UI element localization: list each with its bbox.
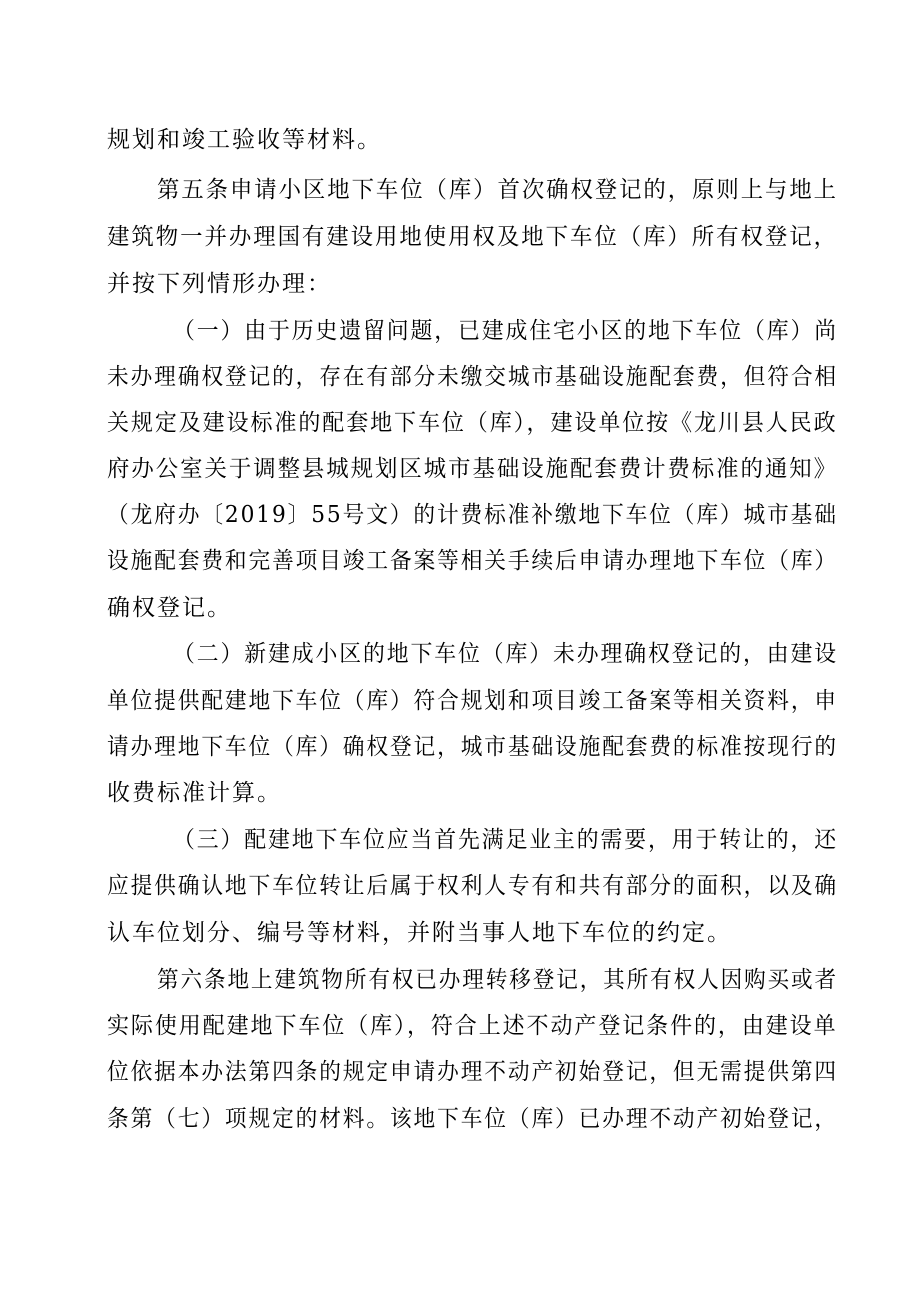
text-line: 请办理地下车位（库）确权登记，城市基础设施配套费的标准按现行的 <box>107 734 838 760</box>
text-line: （三）配建地下车位应当首先满足业主的需要，用于转让的，还 <box>173 827 838 853</box>
text-line: 认车位划分、编号等材料，并附当事人地下车位的约定。 <box>107 920 732 946</box>
text-line: 确权登记。 <box>107 595 232 621</box>
text-line: 位依据本办法第四条的规定申请办理不动产初始登记，但无需提供第四 <box>107 1059 838 1085</box>
text-line: 条第（七）项规定的材料。该地下车位（库）已办理不动产初始登记， <box>107 1106 838 1132</box>
text-line: 第五条申请小区地下车位（库）首次确权登记的，原则上与地上 <box>157 177 838 203</box>
text-line: 规划和竣工验收等材料。 <box>107 127 382 153</box>
text-line: 收费标准计算。 <box>107 780 282 806</box>
text-line: 应提供确认地下车位转让后属于权利人专有和共有部分的面积，以及确 <box>107 873 838 899</box>
text-line: 第六条地上建筑物所有权已办理转移登记，其所有权人因购买或者 <box>157 967 838 993</box>
text-line: 设施配套费和完善项目竣工备案等相关手续后申请办理地下车位（库） <box>107 548 838 574</box>
text-line: （一）由于历史遗留问题，已建成住宅小区的地下车位（库）尚 <box>173 318 838 344</box>
text-line: 建筑物一并办理国有建设用地使用权及地下车位（库）所有权登记， <box>107 224 838 250</box>
text-line: 关规定及建设标准的配套地下车位（库），建设单位按《龙川县人民政 <box>107 410 838 436</box>
text-line: （二）新建成小区的地下车位（库）未办理确权登记的，由建设 <box>173 641 838 667</box>
text-line: 府办公室关于调整县城规划区城市基础设施配套费计费标准的通知》 <box>107 456 838 482</box>
text-line: 并按下列情形办理： <box>107 271 332 297</box>
text-line: （龙府办〔2019〕55号文）的计费标准补缴地下车位（库）城市基础 <box>107 502 838 528</box>
text-line: 未办理确权登记的，存在有部分未缴交城市基础设施配套费，但符合相 <box>107 364 838 390</box>
text-line: 实际使用配建地下车位（库），符合上述不动产登记条件的，由建设单 <box>107 1013 838 1039</box>
text-line: 单位提供配建地下车位（库）符合规划和项目竣工备案等相关资料，申 <box>107 688 838 714</box>
